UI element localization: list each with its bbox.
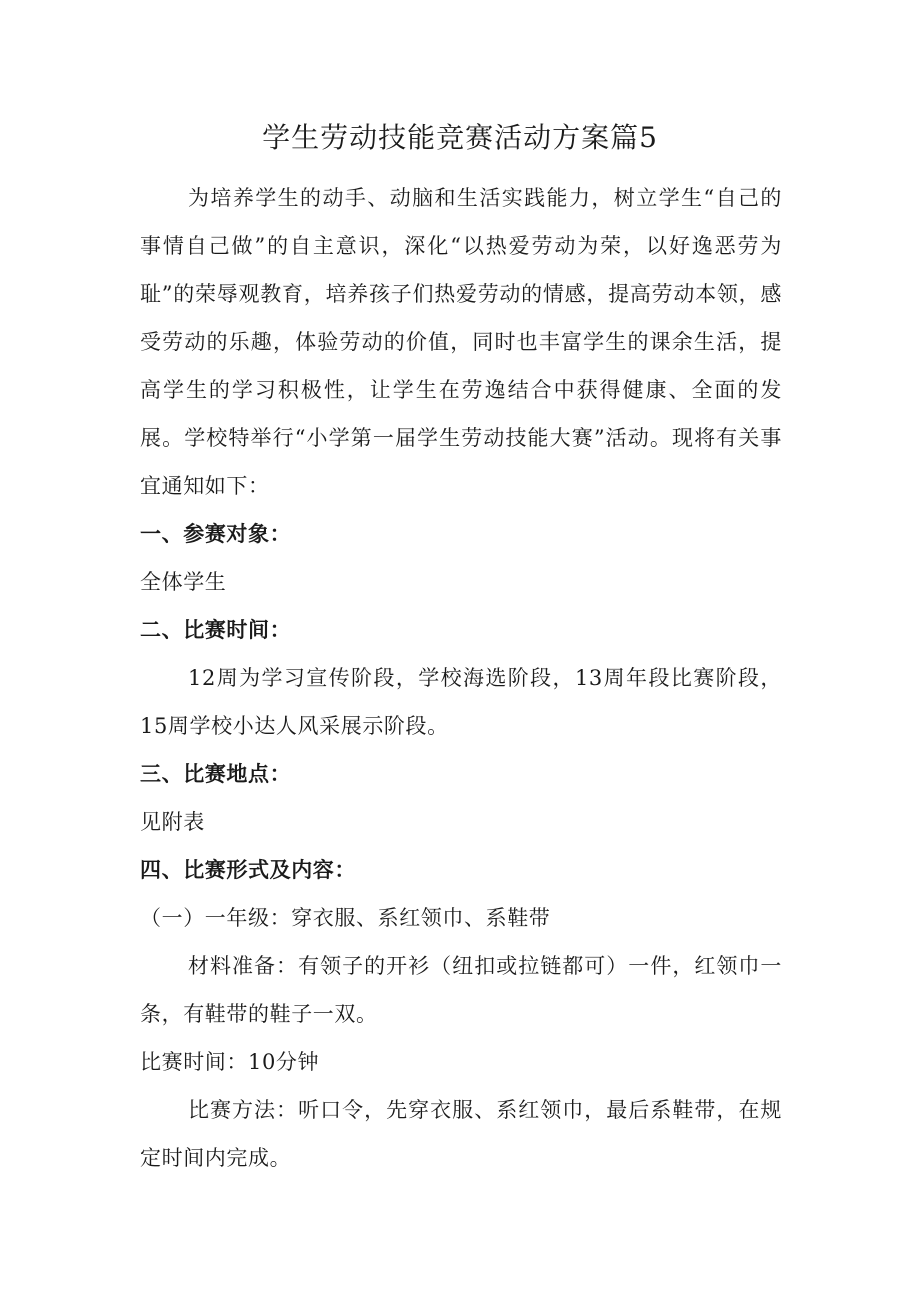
intro-paragraph: 为培养学生的动手、动脑和生活实践能力，树立学生“自己的事情自己做”的自主意识，深化“以热爱劳动为荣，以好逸恶劳为耻”的荣辱观教育，培养孩子们热爱劳动的情感，提高劳动本领，感受劳动的乐趣，体验劳动的价值，同时也丰富学生的课余生活，提高学生的学习积极性，让学生在劳逸结合中获得健康、全面的发展。学校特举行“小学第一届学生劳动技能大赛”活动。现将有关事宜通知如下： — [140, 186, 782, 498]
grade1-subheading: （一）一年级：穿衣服、系红领巾、系鞋带 — [140, 906, 551, 930]
section-body-participants: 全体学生 — [140, 570, 227, 594]
section-heading-time: 二、比赛时间： — [140, 617, 292, 642]
section-body-time: 12周为学习宣传阶段，学校海选阶段，13周年段比赛阶段，15周学校小达人风采展示阶段。 — [140, 666, 782, 738]
document-title: 学生劳动技能竞赛活动方案篇5 — [262, 121, 658, 154]
section-heading-participants: 一、参赛对象： — [140, 521, 292, 546]
section-heading-format: 四、比赛形式及内容： — [140, 857, 356, 882]
document-body — [140, 174, 782, 1182]
section-body-location: 见附表 — [140, 810, 205, 834]
grade1-method: 比赛方法：听口令，先穿衣服、系红领巾，最后系鞋带，在规定时间内完成。 — [140, 1098, 782, 1170]
grade1-materials: 材料准备：有领子的开衫（纽扣或拉链都可）一件，红领巾一条，有鞋带的鞋子一双。 — [140, 954, 782, 1026]
grade1-time: 比赛时间：10分钟 — [140, 1050, 320, 1074]
section-heading-location: 三、比赛地点： — [140, 761, 292, 786]
